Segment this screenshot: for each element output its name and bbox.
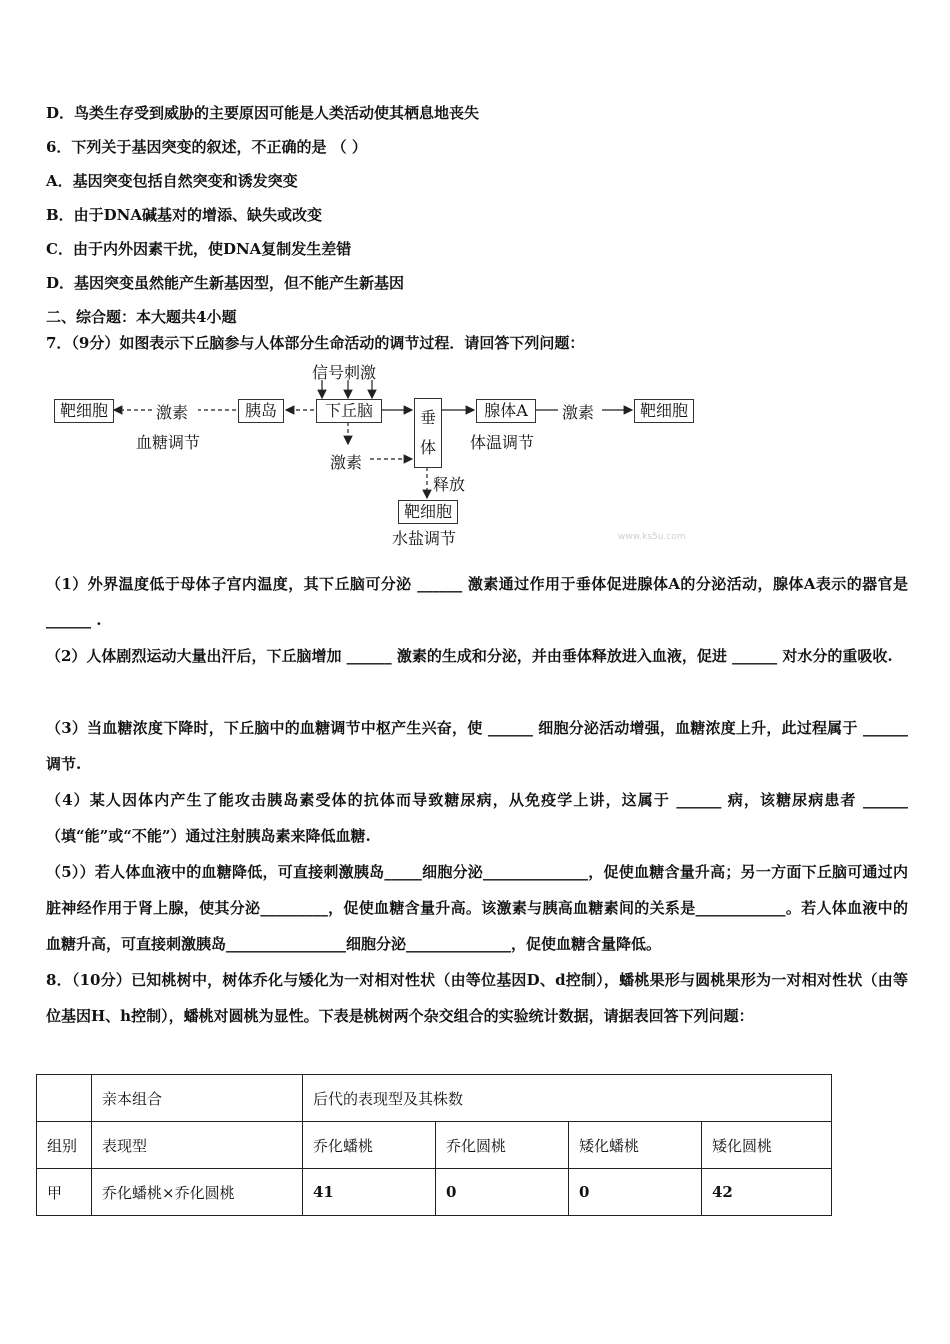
table-col-dwarf-flat: 矮化蟠桃: [569, 1122, 702, 1169]
target-cell-right: 靶细胞: [634, 399, 694, 423]
blood-sugar-label: 血糖调节: [136, 433, 201, 452]
option-a: A．基因突变包括自然突变和诱发突变: [46, 172, 298, 190]
section-heading: 二、综合题：本大题共4小题: [46, 308, 237, 326]
body-temp-label: 体温调节: [470, 433, 535, 452]
water-salt-label: 水盐调节: [392, 529, 457, 548]
table-cell-group: 甲: [37, 1169, 92, 1216]
pituitary-char-2: 体: [419, 438, 436, 457]
table-cell-cross: 乔化蟠桃×乔化圆桃: [92, 1169, 303, 1216]
question-6-stem: 6．下列关于基因突变的叙述，不正确的是 （ ）: [46, 138, 367, 156]
table-col-tall-flat: 乔化蟠桃: [303, 1122, 436, 1169]
q7-part-5: （5））若人体血液中的血糖降低，可直接刺激胰岛_____细胞分泌______________，促使血糖含量升高；另一方面下丘脑可通过内脏神经作用于肾上腺，使其分泌_________，促使血糖含量升高。该激素与胰高血糖素间的关系是____________。若人体血液中的血糖升高，可直接刺激胰岛________________细胞分泌______________，促使血糖含量降低。: [46, 863, 908, 953]
hormone-right-label: 激素: [562, 403, 595, 422]
table-cell-tall-flat: 41: [303, 1169, 436, 1216]
pituitary-box: [414, 398, 442, 468]
table-col-dwarf-round: 矮化圆桃: [702, 1122, 832, 1169]
table-cell-tall-round: 0: [436, 1169, 569, 1216]
table-cell-dwarf-round: 42: [702, 1169, 832, 1216]
option-c: C．由于内外因素干扰，使DNA复制发生差错: [46, 240, 352, 258]
option-b: B．由于DNA碱基对的增添、缺失或改变: [46, 206, 323, 224]
pituitary-char-1: 垂: [419, 408, 436, 427]
signal-label: 信号刺激: [312, 363, 377, 382]
gland-a-box: 腺体A: [476, 399, 536, 423]
option-d-prev: D．鸟类生存受到威胁的主要原因可能是人类活动使其栖息地丧失: [46, 104, 480, 122]
cross-data-table: [36, 1074, 832, 1216]
hormone-left-label: 激素: [156, 403, 189, 422]
table-row: [37, 1075, 832, 1122]
hormone-bottom-label: 激素: [330, 453, 363, 472]
question-8-stem: 8．（10分）已知桃树中，树体乔化与矮化为一对相对性状（由等位基因D、d控制），蟠桃果形与圆桃果形为一对相对性状（由等位基因H、h控制），蟠桃对圆桃为显性。下表是桃树两个杂交组合的实验统计数据，请据表回答下列问题：: [46, 971, 908, 1025]
diagram-arrows: [50, 360, 710, 550]
target-cell-bottom: 靶细胞: [398, 500, 458, 524]
target-cell-left: 靶细胞: [54, 399, 114, 423]
q7-part-3: （3）当血糖浓度下降时，下丘脑中的血糖调节中枢产生兴奋，使 ______ 细胞分泌活动增强，血糖浓度上升，此过程属于 ______ 调节.: [46, 719, 908, 773]
watermark: www.ks5u.com: [618, 532, 686, 542]
table-cell-dwarf-flat: 0: [569, 1169, 702, 1216]
table-header-offspring: 后代的表现型及其株数: [303, 1075, 832, 1122]
q7-part-2: （2）人体剧烈运动大量出汗后，下丘脑增加 ______ 激素的生成和分泌，并由垂体释放进入血液，促进 ______ 对水分的重吸收.: [46, 647, 893, 665]
table-row: [37, 1122, 832, 1169]
table-header-parent: 亲本组合: [92, 1075, 303, 1122]
question-7-stem: 7．（9分）如图表示下丘脑参与人体部分生命活动的调节过程．请回答下列问题：: [46, 334, 585, 352]
table-col-group: 组别: [37, 1122, 92, 1169]
table-row: [37, 1169, 832, 1216]
table-cell-empty: [37, 1075, 92, 1122]
islet-box: 胰岛: [238, 399, 284, 423]
hypothalamus-box: 下丘脑: [316, 399, 382, 423]
table-col-tall-round: 乔化圆桃: [436, 1122, 569, 1169]
table-col-phenotype: 表现型: [92, 1122, 303, 1169]
q7-part-4: （4）某人因体内产生了能攻击胰岛素受体的抗体而导致糖尿病，从免疫学上讲，这属于 ______ 病，该糖尿病患者 ______ （填“能”或“不能”）通过注射胰岛素来降低血糖.: [46, 791, 908, 845]
option-d: D．基因突变虽然能产生新基因型，但不能产生新基因: [46, 274, 405, 292]
release-label: 释放: [433, 475, 466, 494]
q7-part-1: （1）外界温度低于母体子宫内温度，其下丘脑可分泌 ______ 激素通过作用于垂体促进腺体A的分泌活动，腺体A表示的器官是 ______ .: [46, 575, 908, 629]
regulation-diagram: [50, 360, 710, 550]
